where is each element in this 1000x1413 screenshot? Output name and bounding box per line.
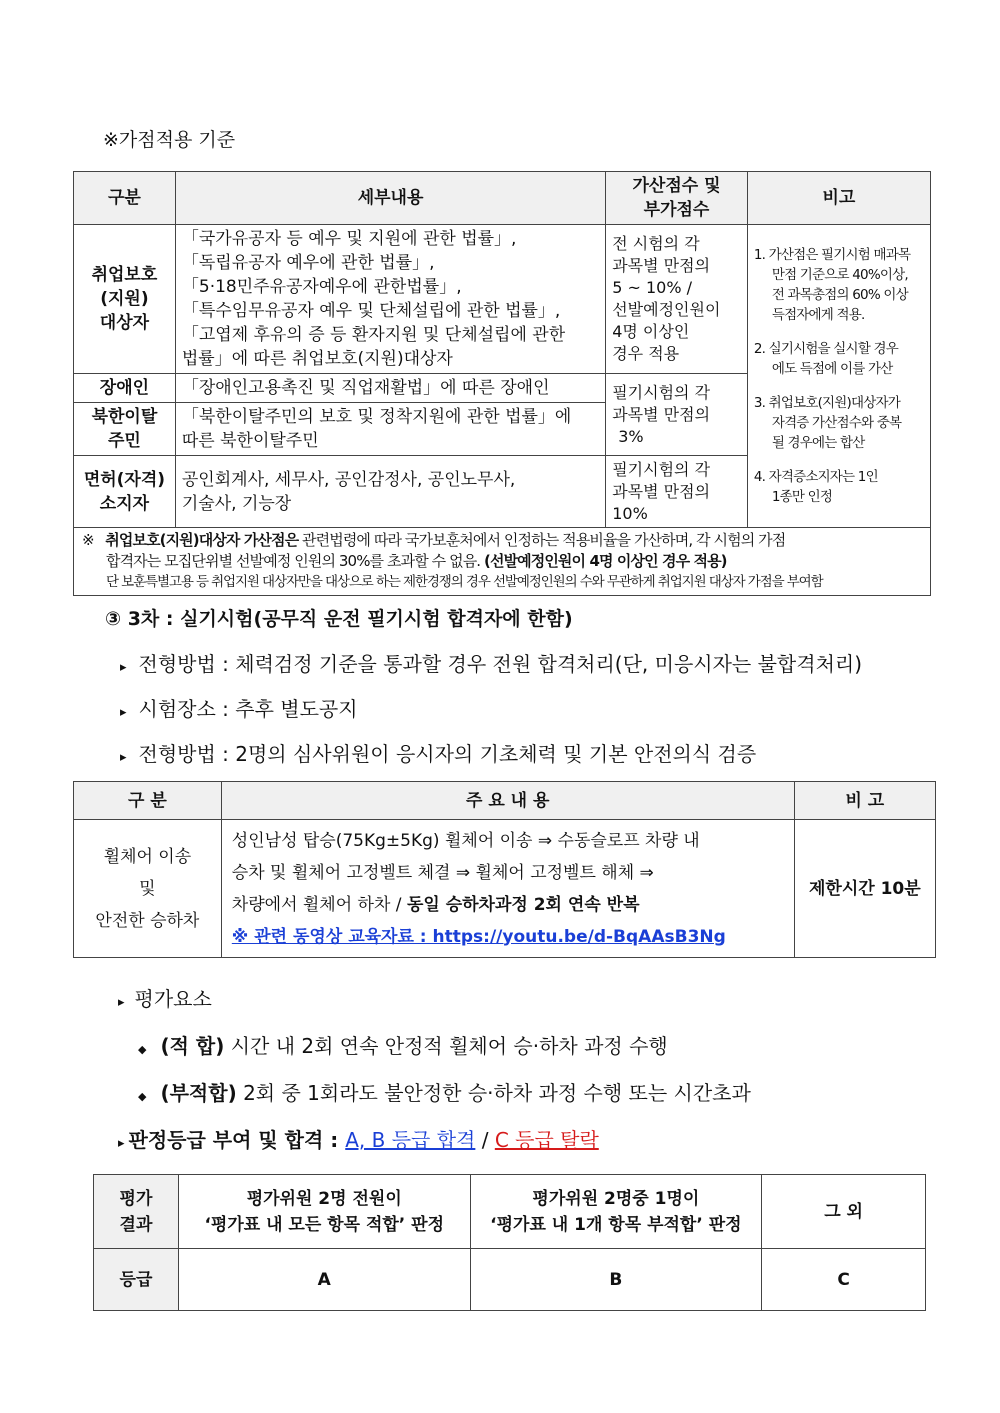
- grade-col-b-criteria: 평가위원 2명중 1명이 ‘평가표 내 1개 항목 부적합’ 판정: [470, 1175, 762, 1249]
- grade-row-head-grade: 등급: [94, 1249, 179, 1311]
- category-license: 면허(자격) 소지자: [74, 456, 176, 528]
- note-bold-lead: 취업보호(지원)대상자 가산점은: [105, 531, 299, 549]
- score-license: 필기시험의 각 과목별 만점의 10%: [606, 456, 748, 528]
- detail-license: 공인회계사, 세무사, 공인감정사, 공인노무사, 기술사, 기능장: [175, 456, 605, 528]
- header-score: 가산점수 및 부가점수: [606, 172, 748, 225]
- bonus-note: ※ 취업보호(지원)대상자 가산점은 관련법령에 따라 국가보훈처에서 인정하는 적용비율을 가산하며, 각 시험의 가점 합격자는 모집단위별 선발예정 인원의 30%를 초과할 수 없음. (선발예정인원이 4명 이상인 경우 적용) 단 보훈특별고용 등 취업지원 대상자만을 대상으로 하는 제한경쟁의 경우 선발예정인원의 수와 무관하게 취업지원 대상자 가점을 부여함: [74, 528, 931, 596]
- detail-defector: 「북한이탈주민의 보호 및 정착지원에 관한 법률」에 따른 북한이탈주민: [175, 403, 605, 456]
- stage3-bullet-3: ▸ 전형방법 : 2명의 심사위원이 응시자의 기초체력 및 기본 안전의식 검증: [120, 742, 757, 766]
- category-disabled: 장애인: [74, 374, 176, 403]
- practical-header-remark: 비 고: [794, 782, 935, 820]
- video-link[interactable]: ※ 관련 동영상 교육자료 : https://youtu.be/d-BqAAsB3Ng: [231, 926, 726, 947]
- grade-b: B: [470, 1249, 762, 1311]
- practical-content: 성인남성 탑승(75Kg±5Kg) 휠체어 이송 ⇒ 수동슬로프 차량 내 승차 및 휠체어 고정벨트 체결 ⇒ 휠체어 고정벨트 해체 ⇒ 차량에서 휠체어 하차 / 동일 승하차과정 2회 연속 반복 ※ 관련 동영상 교육자료 : https://youtu.be/d-BqAAsB3Ng: [221, 820, 794, 958]
- header-detail: 세부내용: [175, 172, 605, 225]
- detail-disabled: 「장애인고용촉진 및 직업재활법」에 따른 장애인: [175, 374, 605, 403]
- grade-col-c-criteria: 그 외: [762, 1175, 926, 1249]
- grade-row-head-result: 평가 결과: [94, 1175, 179, 1249]
- stage3-heading: ③ 3차 : 실기시험(공무직 운전 필기시험 합격자에 한함): [105, 608, 573, 630]
- evaluation-item-fail: ◆ (부적합) 2회 중 1회라도 불안정한 승·하차 과정 수행 또는 시간초과: [138, 1081, 751, 1105]
- practical-test-table: [73, 781, 936, 958]
- practical-header-content: 주 요 내 용: [221, 782, 794, 820]
- note-mark: ※: [82, 531, 94, 549]
- header-category: 구분: [74, 172, 176, 225]
- category-veterans: 취업보호 (지원) 대상자: [74, 225, 176, 374]
- grade-summary: ▸ 판정등급 부여 및 합격 : A, B 등급 합격 / C 등급 탈락: [118, 1128, 599, 1152]
- stage3-bullet-2: ▸ 시험장소 : 추후 별도공지: [120, 697, 358, 721]
- header-remarks: 비고: [747, 172, 930, 225]
- score-veterans: 전 시험의 각 과목별 만점의 5 ~ 10% / 선발예정인원이 4명 이상인 경우 적용: [606, 225, 748, 374]
- remarks-cell: 1. 가산점은 필기시험 매과목 만점 기준으로 40%이상, 전 과목총점의 60% 이상 득점자에게 적용. 2. 실기시험을 실시할 경우 에도 득점에 이를 가산 3. 취업보호(지원)대상자가 자격증 가산점수와 중복 될 경우에는 합산 4. 자격증소지자는 1인 1종만 인정: [747, 225, 930, 528]
- grade-pass: A, B 등급 합격: [345, 1128, 476, 1152]
- grade-a: A: [178, 1249, 470, 1311]
- detail-veterans: 「국가유공자 등 예우 및 지원에 관한 법률」, 「독립유공자 예우에 관한 법률」, 「5·18민주유공자예우에 관한법률」, 「특수임무유공자 예우 및 단체설립에 관한 법률」, 「고엽제 후유의 증 등 환자지원 및 단체설립에 관한 법률」에 따른 취업보호(지원)대상자: [175, 225, 605, 374]
- practical-category: 휠체어 이송 및 안전한 승하차: [74, 820, 222, 958]
- practical-remark: 제한시간 10분: [794, 820, 935, 958]
- grade-col-a-criteria: 평가위원 2명 전원이 ‘평가표 내 모든 항목 적합’ 판정: [178, 1175, 470, 1249]
- practical-header-category: 구 분: [74, 782, 222, 820]
- grade-table: [93, 1174, 926, 1311]
- bonus-criteria-table: [73, 171, 931, 596]
- evaluation-title: ▸ 평가요소: [118, 987, 212, 1011]
- section-title: ※가점적용 기준: [103, 129, 236, 151]
- score-shared: 필기시험의 각 과목별 만점의 3%: [606, 374, 748, 456]
- grade-c: C: [762, 1249, 926, 1311]
- stage3-bullet-1: ▸ 전형방법 : 체력검정 기준을 통과할 경우 전원 합격처리(단, 미응시자는 불합격처리): [120, 652, 863, 676]
- grade-fail: C 등급 탈락: [494, 1128, 599, 1152]
- category-defector: 북한이탈 주민: [74, 403, 176, 456]
- evaluation-item-pass: ◆ (적 합) 시간 내 2회 연속 안정적 휠체어 승·하차 과정 수행: [138, 1034, 668, 1058]
